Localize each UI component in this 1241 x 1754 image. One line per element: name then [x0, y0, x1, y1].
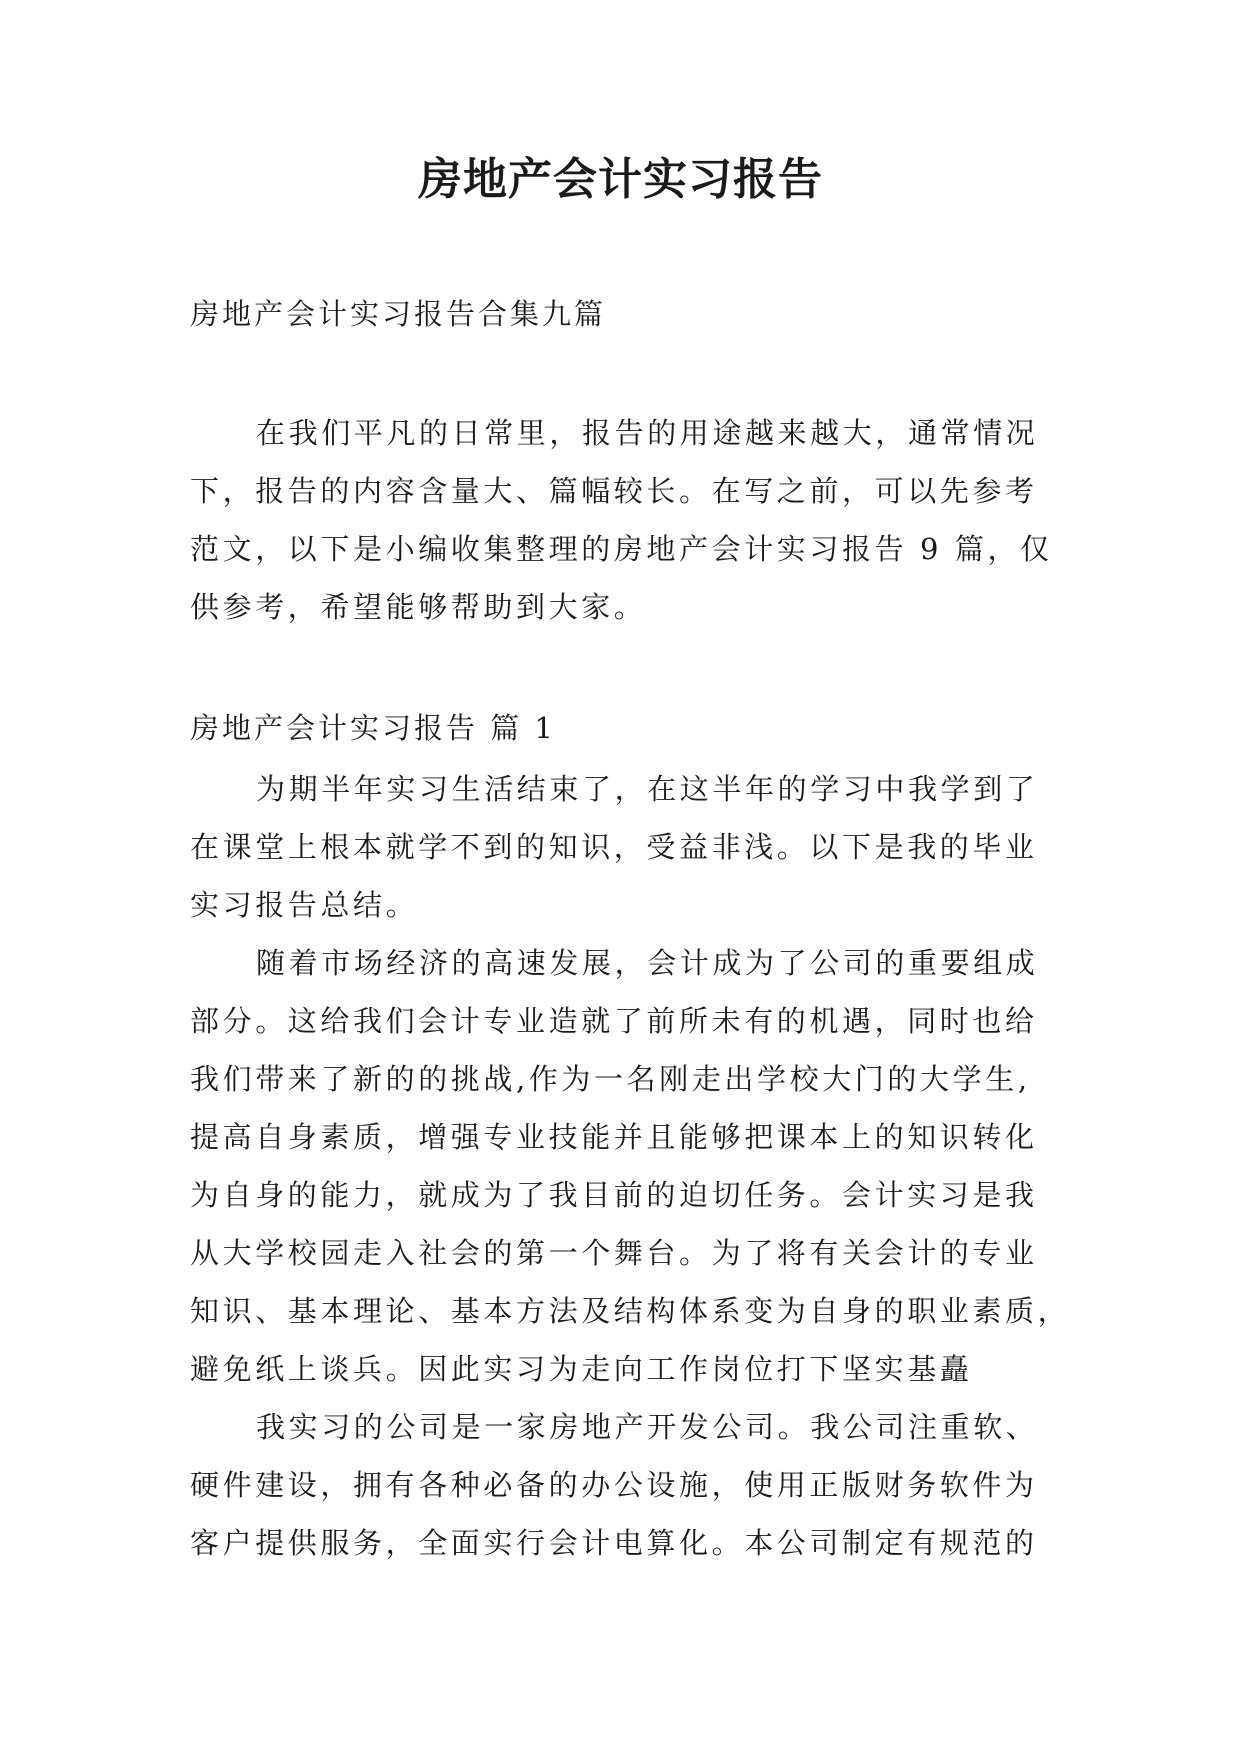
body-line: 我实习的公司是一家房地产开发公司。我公司注重软、: [256, 1410, 1039, 1444]
body-line: 提高自身素质，增强专业技能并且能够把课本上的知识转化: [190, 1120, 1038, 1154]
section-heading: 房地产会计实习报告 篇 1: [190, 711, 556, 745]
intro-line: 在我们平凡的日常里，报告的用途越来越大，通常情况: [256, 416, 1039, 450]
intro-line: 范文，以下是小编收集整理的房地产会计实习报告 9 篇，仅: [190, 532, 1053, 566]
body-line: 在课堂上根本就学不到的知识，受益非浅。以下是我的毕业: [190, 830, 1038, 864]
body-line: 硬件建设，拥有各种必备的办公设施，使用正版财务软件为: [190, 1468, 1038, 1502]
document-subtitle: 房地产会计实习报告合集九篇: [190, 297, 607, 331]
document-title: 房地产会计实习报告: [418, 154, 823, 205]
body-line: 避免纸上谈兵。因此实习为走向工作岗位打下坚实基矗: [190, 1352, 973, 1386]
body-line: 部分。这给我们会计专业造就了前所未有的机遇，同时也给: [190, 1004, 1038, 1038]
body-line: 我们带来了新的的挑战,作为一名刚走出学校大门的大学生,: [190, 1062, 1031, 1096]
body-line: 随着市场经济的高速发展，会计成为了公司的重要组成: [256, 946, 1039, 980]
body-line: 为自身的能力，就成为了我目前的迫切任务。会计实习是我: [190, 1178, 1038, 1212]
intro-line: 下，报告的内容含量大、篇幅较长。在写之前，可以先参考: [190, 474, 1038, 508]
body-line: 客户提供服务，全面实行会计电算化。本公司制定有规范的: [190, 1526, 1038, 1560]
body-line: 知识、基本理论、基本方法及结构体系变为自身的职业素质，: [190, 1294, 1071, 1328]
intro-paragraph: [190, 404, 1060, 636]
body-line: 实习报告总结。: [190, 888, 419, 922]
intro-line: 供参考，希望能够帮助到大家。: [190, 590, 647, 624]
section-body: [190, 760, 1070, 1572]
body-line: 从大学校园走入社会的第一个舞台。为了将有关会计的专业: [190, 1236, 1038, 1270]
body-line: 为期半年实习生活结束了，在这半年的学习中我学到了: [256, 772, 1039, 806]
